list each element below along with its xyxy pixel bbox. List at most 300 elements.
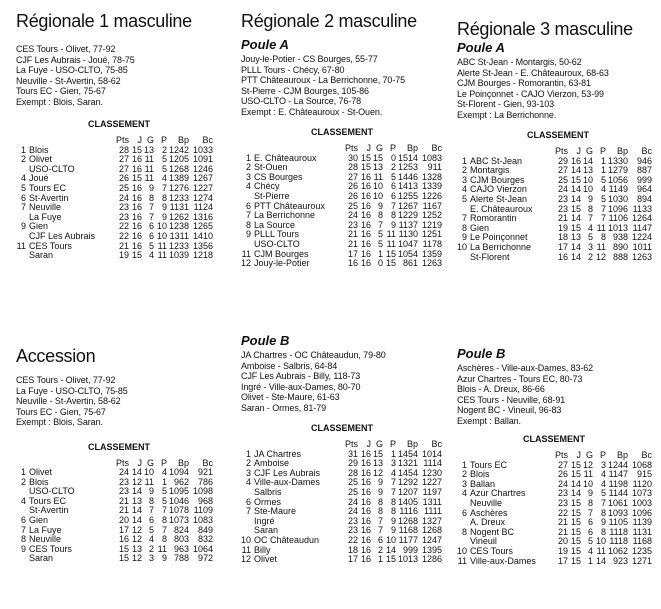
- bp-cell: 1093: [607, 507, 629, 518]
- bc-cell: 1311: [422, 496, 443, 507]
- bc-cell: 1131: [632, 526, 653, 537]
- team-cell: La Berrichonne: [470, 241, 532, 252]
- bp-cell: 861: [402, 258, 419, 269]
- pts-cell: 21: [118, 505, 129, 516]
- column-header-g: G: [376, 439, 384, 449]
- pts-cell: 25: [348, 477, 359, 488]
- j-cell: 13: [131, 543, 142, 554]
- pts-cell: 18: [558, 232, 569, 243]
- p-cell: 5: [391, 171, 397, 182]
- bc-cell: 1014: [421, 448, 443, 459]
- regionale3-poule-b-section: [457, 346, 652, 566]
- column-header-bc: Bc: [431, 439, 443, 449]
- team-cell: Ballan: [470, 478, 496, 489]
- pts-cell: 26: [348, 190, 359, 201]
- bc-cell: 1327: [421, 515, 443, 526]
- bp-cell: 1131: [169, 202, 189, 213]
- team-cell: CJF Les Aubrais: [254, 467, 321, 478]
- bp-cell: 1233: [168, 240, 189, 251]
- regionale1-classement-title: CLASSEMENT: [88, 119, 151, 129]
- g-cell: 1: [588, 555, 594, 566]
- pts-cell: 24: [558, 184, 569, 195]
- rank-cell: 11: [241, 544, 252, 555]
- result-line: La Fuye - USO-CLTO, 75-85: [16, 65, 128, 75]
- rank-cell: 1: [246, 152, 252, 163]
- result-line: CES Tours - Olivet, 77-92: [16, 375, 116, 385]
- team-cell: Tours EC: [29, 182, 67, 193]
- pts-cell: 20: [118, 515, 129, 526]
- column-header-g: G: [146, 457, 154, 468]
- column-header-g: G: [376, 143, 384, 153]
- regionale2-poule-a-classement-title: CLASSEMENT: [311, 127, 374, 137]
- bp-cell: 1095: [168, 486, 189, 497]
- bp-cell: 803: [173, 534, 189, 545]
- pts-cell: 24: [118, 192, 129, 203]
- column-header-bp: Bp: [617, 450, 629, 460]
- g-cell: 4: [588, 222, 594, 233]
- pts-cell: 23: [558, 488, 569, 499]
- regionale3-poule-b-results: [457, 363, 652, 426]
- j-cell: 16: [361, 506, 372, 517]
- j-cell: 16: [361, 210, 372, 221]
- g-cell: 7: [148, 505, 154, 516]
- p-cell: 5: [601, 193, 607, 204]
- g-cell: 14: [583, 155, 594, 166]
- team-cell: Blois: [29, 476, 49, 487]
- p-cell: 7: [161, 524, 167, 535]
- pts-cell: 22: [118, 221, 129, 232]
- rank-cell: 1: [20, 144, 26, 155]
- bp-cell: 962: [173, 476, 189, 487]
- bc-cell: 1098: [192, 486, 213, 497]
- team-cell: St-Florent: [470, 251, 510, 262]
- j-cell: 12: [131, 553, 142, 564]
- result-line: CJF Les Aubrais - Joué, 78-75: [16, 54, 135, 65]
- p-cell: 4: [391, 467, 397, 478]
- bp-cell: 1262: [168, 211, 189, 222]
- result-line: St-Pierre - CJM Bourges, 105-86: [241, 85, 369, 96]
- bp-cell: 938: [612, 232, 629, 243]
- g-cell: 10: [373, 181, 384, 192]
- bp-cell: 1330: [607, 155, 629, 166]
- j-cell: 15: [571, 507, 582, 518]
- bc-cell: 1271: [631, 555, 653, 566]
- rank-cell: [241, 517, 254, 527]
- g-cell: 10: [583, 184, 594, 195]
- team-cell: Olivet: [29, 154, 53, 165]
- p-cell: 4: [161, 467, 167, 478]
- j-cell: 16: [571, 155, 582, 166]
- g-cell: 10: [143, 467, 154, 478]
- bp-cell: 1454: [397, 448, 419, 459]
- pts-cell: 19: [558, 222, 569, 233]
- bc-cell: 1316: [192, 211, 213, 222]
- rank-cell: 11: [16, 240, 26, 251]
- j-cell: 16: [131, 202, 142, 213]
- team-cell: Montargis: [470, 165, 510, 176]
- bc-cell: 1147: [632, 222, 653, 233]
- bc-cell: 946: [636, 155, 653, 166]
- p-cell: 5: [161, 154, 167, 165]
- bc-cell: 894: [636, 193, 653, 204]
- team-cell: Aschères: [470, 507, 508, 518]
- pts-cell: 16: [348, 258, 359, 269]
- rank-cell: [16, 554, 29, 564]
- p-cell: 4: [601, 478, 607, 489]
- rank-cell: [457, 253, 470, 263]
- result-line: PTT Châteauroux - La Berrichonne, 70-75: [241, 75, 406, 85]
- bp-cell: 1244: [607, 459, 629, 470]
- pts-cell: 22: [118, 230, 129, 241]
- j-cell: 14: [571, 241, 582, 252]
- p-cell: 4: [601, 469, 607, 480]
- p-cell: 10: [156, 230, 167, 241]
- j-cell: 15: [131, 250, 142, 261]
- p-cell: 5: [161, 486, 167, 497]
- rank-cell: 7: [20, 524, 26, 535]
- j-cell: 14: [131, 486, 142, 497]
- g-cell: 11: [373, 171, 384, 182]
- regionale2-title: Régionale 2 masculine: [241, 11, 417, 31]
- result-line: Aschères - Ville-aux-Dames, 83-62: [457, 363, 594, 373]
- result-line: Exempt : La Berrichonne.: [457, 109, 557, 120]
- g-cell: 11: [144, 476, 154, 487]
- team-cell: Olivet: [254, 554, 278, 565]
- bp-cell: 890: [612, 241, 629, 252]
- team-cell: La Fuye: [29, 211, 62, 222]
- accession-section: [16, 347, 213, 564]
- g-cell: 7: [378, 219, 384, 230]
- pts-cell: 26: [118, 173, 129, 184]
- j-cell: 16: [361, 171, 372, 182]
- team-cell: Chécy: [254, 181, 280, 192]
- g-cell: 4: [148, 534, 154, 545]
- column-header-pts: Pts: [345, 143, 359, 153]
- bp-cell: 1389: [168, 173, 189, 184]
- p-cell: 7: [161, 182, 167, 193]
- team-cell: CES Tours: [470, 545, 513, 556]
- team-cell: Ville-aux-Dames: [470, 555, 536, 566]
- rank-cell: 6: [20, 192, 26, 203]
- result-line: CJF Les Aubrais - Billy, 118-73: [241, 371, 361, 381]
- j-cell: 16: [361, 181, 372, 192]
- bc-cell: 1263: [421, 258, 443, 269]
- bp-cell: 1205: [168, 154, 189, 165]
- g-cell: 2: [588, 251, 594, 262]
- p-cell: 7: [601, 213, 607, 224]
- column-header-pts: Pts: [115, 457, 129, 468]
- j-cell: 15: [131, 173, 142, 184]
- bc-cell: 1068: [631, 459, 653, 470]
- pts-cell: 24: [348, 210, 359, 221]
- bp-cell: 1229: [397, 210, 419, 221]
- pts-cell: 19: [118, 250, 129, 261]
- bp-cell: 1268: [397, 515, 419, 526]
- pts-cell: 25: [348, 200, 359, 211]
- team-cell: E. Châteauroux: [470, 203, 533, 214]
- g-cell: 5: [378, 238, 384, 249]
- bc-cell: 786: [197, 476, 213, 487]
- rank-cell: [16, 251, 29, 261]
- rank-cell: 4: [20, 173, 26, 184]
- bp-cell: 1267: [397, 200, 419, 211]
- rank-cell: 6: [246, 200, 252, 211]
- column-header-j: J: [366, 439, 372, 449]
- team-cell: CAJO Vierzon: [470, 184, 527, 195]
- bc-cell: 1091: [192, 154, 213, 165]
- p-cell: 3: [391, 458, 397, 469]
- team-cell: Nogent BC: [470, 526, 515, 537]
- g-cell: 5: [378, 229, 384, 240]
- j-cell: 16: [361, 219, 372, 230]
- regionale3-poule-a-classement-title: CLASSEMENT: [527, 130, 590, 140]
- p-cell: 10: [596, 536, 607, 547]
- p-cell: 8: [161, 192, 167, 203]
- column-header-bp: Bp: [177, 135, 189, 145]
- bp-cell: 1094: [168, 467, 189, 478]
- j-cell: 15: [571, 469, 582, 480]
- p-cell: 4: [161, 173, 167, 184]
- rank-cell: 2: [20, 154, 26, 165]
- bp-cell: 1168: [398, 525, 419, 536]
- rank-cell: 6: [246, 496, 252, 507]
- team-cell: Neuville: [29, 534, 62, 545]
- column-header-p: P: [160, 135, 167, 145]
- p-cell: 8: [161, 515, 167, 526]
- j-cell: 13: [131, 495, 142, 506]
- j-cell: 14: [131, 505, 142, 516]
- team-cell: St-Avertin: [29, 192, 69, 203]
- j-cell: 16: [361, 486, 372, 497]
- j-cell: 14: [571, 213, 582, 224]
- bc-cell: 1124: [193, 202, 213, 213]
- column-header-bc: Bc: [641, 450, 653, 460]
- team-cell: Alerte St-Jean: [470, 193, 528, 204]
- result-line: PLLL Tours - Chécy, 67-80: [241, 64, 345, 75]
- pts-cell: 22: [348, 534, 359, 545]
- pts-cell: 21: [558, 517, 569, 528]
- rank-cell: 2: [462, 165, 468, 176]
- g-cell: 8: [588, 203, 594, 214]
- p-cell: 11: [386, 229, 397, 240]
- column-header-j: J: [576, 450, 582, 460]
- p-cell: 5: [161, 163, 167, 174]
- g-cell: 5: [148, 240, 154, 251]
- pts-cell: 16: [118, 534, 129, 545]
- column-header-j: J: [576, 146, 582, 156]
- regionale3-poule-b-label: Poule B: [457, 346, 506, 361]
- j-cell: 16: [361, 467, 372, 478]
- rank-cell: 4: [246, 477, 252, 488]
- bc-cell: 1167: [422, 200, 443, 211]
- g-cell: 7: [378, 515, 384, 526]
- bc-cell: 1227: [192, 182, 213, 193]
- g-cell: 5: [588, 536, 594, 547]
- team-cell: CJF Les Aubrais: [29, 230, 96, 241]
- p-cell: 11: [596, 545, 607, 556]
- rank-cell: 9: [20, 221, 26, 232]
- regionale1-standings-table: [16, 136, 213, 261]
- bc-cell: 1011: [632, 241, 653, 252]
- column-header-pts: Pts: [115, 135, 129, 145]
- rank-cell: 1: [246, 448, 252, 459]
- g-cell: 15: [373, 448, 384, 459]
- bp-cell: 1118: [609, 536, 629, 547]
- accession-classement-title: CLASSEMENT: [88, 441, 151, 452]
- result-line: JA Chartres - OC Châteaudun, 79-80: [241, 350, 386, 360]
- j-cell: 14: [571, 488, 582, 499]
- pts-cell: 21: [558, 526, 569, 537]
- g-cell: 9: [148, 182, 154, 193]
- regionale1-section: [16, 12, 213, 261]
- pts-cell: 27: [118, 154, 129, 165]
- team-cell: PTT Châteauroux: [254, 200, 325, 211]
- pts-cell: 15: [118, 553, 129, 564]
- team-cell: E. Châteauroux: [254, 152, 317, 163]
- bc-cell: 1274: [192, 192, 213, 203]
- bp-cell: 1106: [608, 213, 629, 224]
- j-cell: 16: [131, 240, 142, 251]
- result-line: Ingré - Ville-aux-Dames, 80-70: [241, 381, 361, 392]
- j-cell: 15: [571, 203, 582, 214]
- bc-cell: 968: [197, 495, 213, 506]
- g-cell: 9: [378, 477, 384, 488]
- bp-cell: 923: [612, 555, 629, 566]
- table-row: [241, 259, 442, 269]
- result-line: Amboise - Salbris, 64-84: [241, 360, 338, 371]
- j-cell: 15: [571, 497, 582, 508]
- pts-cell: 31: [348, 448, 359, 459]
- pts-cell: 25: [558, 174, 569, 185]
- rank-cell: 6: [20, 515, 26, 526]
- p-cell: 10: [156, 221, 167, 232]
- regionale1-title: Régionale 1 masculine: [16, 11, 192, 31]
- pts-cell: 23: [118, 202, 129, 213]
- rank-cell: 8: [246, 219, 252, 230]
- pts-cell: 22: [558, 507, 569, 518]
- pts-cell: 23: [558, 203, 569, 214]
- bc-cell: 1219: [421, 219, 443, 230]
- bc-cell: 832: [197, 534, 213, 545]
- g-cell: 1: [378, 554, 384, 565]
- team-cell: USO-CLTO: [29, 486, 75, 497]
- p-cell: 2: [391, 162, 397, 173]
- j-cell: 15: [131, 144, 142, 155]
- pts-cell: 29: [348, 458, 359, 469]
- result-line: Le Poinçonnet - CAJO Vierzon, 53-99: [457, 88, 604, 99]
- team-cell: La Source: [254, 219, 296, 230]
- j-cell: 16: [131, 182, 142, 193]
- g-cell: 8: [588, 497, 594, 508]
- p-cell: 9: [161, 211, 167, 222]
- g-cell: 6: [148, 221, 154, 232]
- pts-cell: 17: [558, 555, 569, 566]
- g-cell: 3: [148, 553, 154, 564]
- rank-cell: 10: [457, 241, 468, 252]
- g-cell: 1: [378, 248, 384, 259]
- pts-cell: 26: [348, 181, 359, 192]
- p-cell: 7: [391, 477, 397, 488]
- j-cell: 16: [131, 211, 142, 222]
- bc-cell: 1168: [632, 536, 653, 547]
- team-cell: Joué: [29, 173, 49, 184]
- bc-cell: 1268: [421, 525, 443, 536]
- j-cell: 16: [361, 515, 372, 526]
- rank-cell: 4: [246, 181, 252, 192]
- team-cell: CJM Bourges: [470, 174, 525, 185]
- p-cell: 9: [391, 515, 397, 526]
- result-line: La Fuye - USO-CLTO, 75-85: [16, 385, 128, 396]
- bc-cell: 1033: [192, 144, 213, 155]
- regionale2-poule-b-standings-table: [241, 440, 442, 565]
- bc-cell: 1111: [423, 506, 443, 517]
- j-cell: 14: [571, 165, 582, 176]
- j-cell: 16: [361, 544, 372, 555]
- result-line: Tours EC - Gien, 75-67: [16, 86, 106, 96]
- rank-cell: 2: [246, 458, 252, 469]
- bc-cell: 1359: [421, 248, 443, 259]
- g-cell: 13: [373, 162, 384, 173]
- bc-cell: 1083: [192, 515, 213, 526]
- g-cell: 10: [373, 190, 384, 201]
- pts-cell: 27: [558, 165, 569, 176]
- g-cell: 7: [588, 507, 594, 518]
- p-cell: 1: [391, 448, 397, 459]
- bp-cell: 1292: [397, 477, 419, 488]
- p-cell: 9: [161, 553, 167, 564]
- column-header-pts: Pts: [555, 450, 569, 460]
- accession-title: Accession: [16, 346, 96, 366]
- bp-cell: 1013: [607, 222, 629, 233]
- pts-cell: 27: [118, 163, 129, 174]
- rank-cell: 4: [20, 495, 26, 506]
- j-cell: 16: [361, 200, 372, 211]
- bp-cell: 1116: [399, 506, 419, 517]
- result-line: Blois - A. Dreux, 86-66: [457, 384, 545, 394]
- result-line: Olivet - Ste-Maure, 61-63: [241, 392, 340, 402]
- pts-cell: 21: [118, 240, 129, 251]
- rank-cell: 12: [241, 258, 252, 269]
- column-header-bp: Bp: [407, 143, 419, 153]
- rank-cell: 10: [457, 545, 468, 556]
- g-cell: 6: [148, 515, 154, 526]
- team-cell: La Fuye: [29, 524, 62, 535]
- rank-cell: 9: [462, 232, 468, 243]
- regionale1-results: [16, 44, 213, 107]
- bc-cell: 1264: [631, 213, 653, 224]
- rank-cell: 10: [241, 534, 252, 545]
- p-cell: 11: [157, 240, 167, 251]
- pts-cell: 23: [118, 486, 129, 497]
- pts-cell: 27: [558, 459, 569, 470]
- team-cell: PLLL Tours: [254, 229, 300, 240]
- result-line: Nogent BC - Vineuil, 96-83: [457, 405, 562, 415]
- team-cell: Neuville: [470, 497, 503, 508]
- p-cell: 1: [601, 155, 607, 166]
- p-cell: 8: [391, 210, 397, 221]
- j-cell: 15: [571, 536, 582, 547]
- j-cell: 16: [361, 190, 372, 201]
- bp-cell: 1238: [168, 221, 189, 232]
- p-cell: 3: [601, 459, 607, 470]
- g-cell: 7: [148, 211, 154, 222]
- regionale2-poule-b-label: Poule B: [241, 333, 290, 348]
- bp-cell: 1446: [397, 171, 419, 182]
- pts-cell: 21: [558, 213, 569, 224]
- bp-cell: 1047: [397, 238, 419, 249]
- pts-cell: 24: [348, 506, 359, 517]
- p-cell: 7: [161, 505, 167, 516]
